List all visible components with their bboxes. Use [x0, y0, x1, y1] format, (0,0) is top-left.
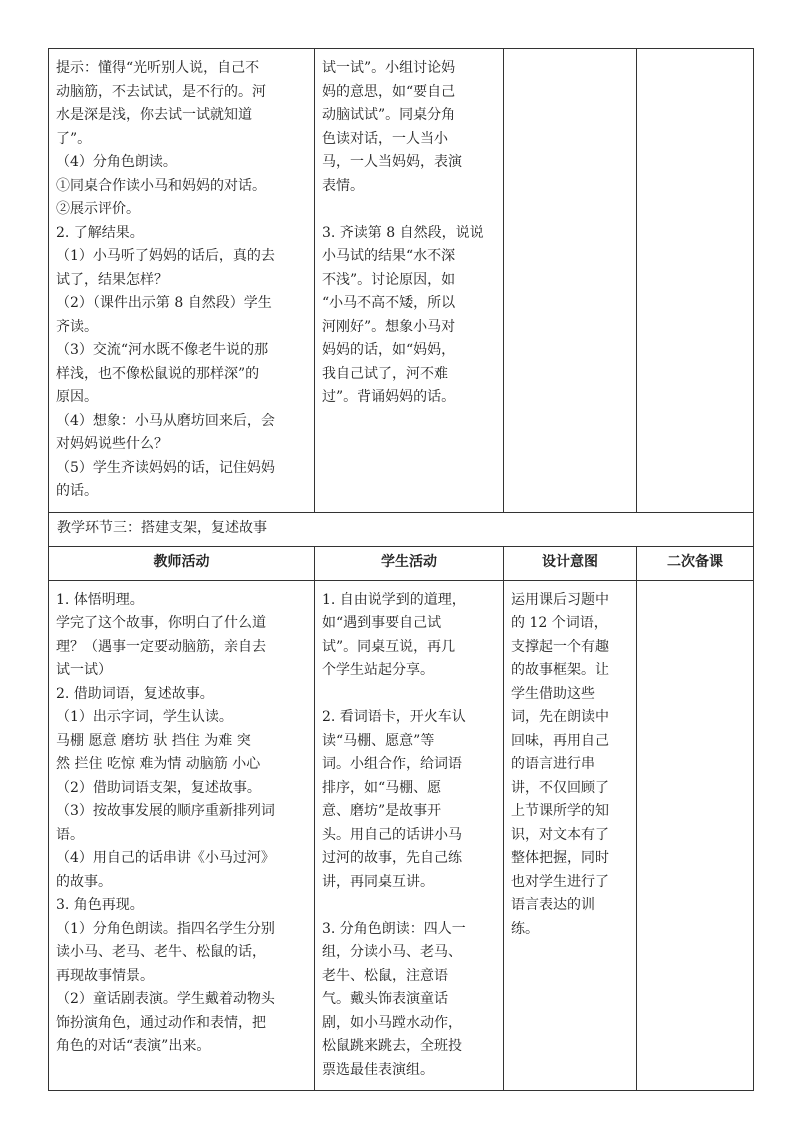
header-design-intent: 设计意图 — [504, 546, 637, 580]
design-intent-cell — [504, 580, 637, 1091]
content-row — [49, 580, 754, 1091]
text-line: （2）借助词语支架，复述故事。 — [56, 779, 261, 796]
text-line: 角色的对话“表演”出来。 — [56, 1038, 211, 1054]
student-activity-block — [322, 918, 496, 1083]
text-line: （1）小马听了妈妈的话后，真的去 — [56, 248, 275, 264]
text-line: 的故事。 — [56, 873, 112, 890]
text-line: （5）学生齐读妈妈的话，记住妈妈 — [56, 459, 275, 476]
text-line: 理？（遇事一定要动脑筋，亲自去 — [56, 638, 266, 655]
text-line: （1）出示字词，学生认读。 — [56, 709, 233, 725]
text-line: 读小马、老马、老牛、松鼠的话， — [56, 944, 266, 960]
text-line: 马棚 愿意 磨坊 驮 挡住 为难 突 — [56, 732, 251, 749]
text-line: 试了，结果怎样？ — [56, 271, 168, 288]
teacher-activity-cell — [49, 580, 315, 1091]
text-line: 试一试”。小组讨论妈 — [322, 60, 456, 76]
text-line: 不浅”。讨论原因，如 — [322, 271, 456, 288]
text-line: 妈妈的话，如“妈妈， — [322, 342, 456, 358]
lesson-plan-table — [48, 48, 754, 1091]
text-line: 剧，如小马蹚水动作， — [322, 1014, 462, 1031]
text-line: 松鼠跳来跳去，全班投 — [322, 1038, 462, 1054]
header-student-activity: 学生活动 — [315, 546, 504, 580]
text-line: 练。 — [511, 920, 539, 937]
text-line: 我自己试了，河不难 — [322, 365, 448, 382]
text-line: （3）交流“河水既不像老牛说的那 — [56, 342, 269, 358]
design-intent-text — [511, 589, 629, 942]
text-line: 气。戴头饰表演童话 — [322, 991, 448, 1007]
second-prep-cell — [637, 580, 754, 1091]
text-line: （4）用自己的话串讲《小马过河》 — [56, 850, 275, 866]
text-line: ②展示评价。 — [56, 201, 140, 217]
text-line: 马，一人当妈妈，表演 — [322, 154, 462, 170]
text-line: （4）想象：小马从磨坊回来后，会 — [56, 412, 275, 429]
text-line: 学生借助这些 — [511, 685, 595, 702]
text-line: 动脑筋，不去试试，是不行的。河 — [56, 83, 266, 100]
text-line: 提示：懂得“光听别人说，自己不 — [56, 60, 260, 76]
text-line: “小马不高不矮，所以 — [322, 295, 456, 311]
student-activity-block — [322, 706, 496, 894]
section-title: 教学环节三：搭建支架，复述故事 — [49, 512, 754, 546]
text-line: 讲，再同桌互讲。 — [322, 873, 434, 890]
student-activity-block — [322, 589, 496, 683]
text-line: ①同桌合作读小马和妈妈的对话。 — [56, 177, 266, 194]
text-line: 的 12 个词语， — [511, 615, 608, 631]
text-line: 过”。背诵妈妈的话。 — [322, 389, 456, 405]
text-line: 学完了这个故事，你明白了什么道 — [56, 615, 266, 631]
text-line: 然 拦住 吃惊 难为情 动脑筋 小心 — [56, 756, 261, 772]
text-line: （2）（课件出示第 8 自然段）学生 — [56, 295, 272, 311]
text-line: 支撑起一个有趣 — [511, 638, 609, 655]
text-line: 语言表达的训 — [511, 897, 595, 913]
text-line: 试一试） — [56, 662, 112, 678]
text-line: 词，先在朗读中 — [511, 709, 609, 725]
text-line: 排序，如“马棚、愿 — [322, 779, 442, 796]
text-line: （4）分角色朗读。 — [56, 154, 177, 170]
text-line: 2. 了解结果。 — [56, 224, 144, 241]
text-line: 2. 看词语卡，开火车认 — [322, 709, 466, 725]
lesson-plan-document — [48, 48, 753, 1091]
student-activity-cell — [315, 580, 504, 1091]
text-line: 3. 分角色朗读：四人一 — [322, 920, 466, 937]
text-line: 2. 借助词语，复述故事。 — [56, 685, 214, 702]
text-line: 的语言进行串 — [511, 756, 595, 772]
text-line: 试”。同桌互说，再几 — [322, 638, 456, 655]
student-activity-cell — [315, 49, 504, 513]
text-line: 的故事框架。让 — [511, 662, 609, 678]
header-teacher-activity: 教师活动 — [49, 546, 315, 580]
text-line: 读“马棚、愿意”等 — [322, 732, 435, 749]
text-line: 如“遇到事要自己试 — [322, 615, 442, 631]
text-line: 过河的故事，先自己练 — [322, 850, 462, 866]
text-line: 运用课后习题中 — [511, 591, 609, 608]
text-line: 动脑试试”。同桌分角 — [322, 107, 456, 123]
text-line: 讲，不仅回顾了 — [511, 779, 609, 796]
text-line: 头。用自己的话讲小马 — [322, 826, 462, 843]
text-line: 小马试的结果“水不深 — [322, 248, 456, 264]
second-prep-cell — [637, 49, 754, 513]
text-line: 意、磨坊”是故事开 — [322, 803, 442, 819]
text-line: 再现故事情景。 — [56, 967, 154, 984]
design-intent-cell — [504, 49, 637, 513]
text-line: 1. 自由说学到的道理， — [322, 591, 466, 608]
text-line: 组，分读小马、老马、 — [322, 944, 462, 960]
text-line: 语。 — [56, 826, 84, 843]
text-line: 1. 体悟明理。 — [56, 591, 144, 608]
text-line: 也对学生进行了 — [511, 873, 609, 890]
teacher-activity-text — [56, 57, 307, 504]
text-line: 饰扮演角色，通过动作和表情，把 — [56, 1014, 266, 1031]
text-line: 3. 角色再现。 — [56, 897, 144, 913]
teacher-activity-text — [56, 589, 307, 1059]
text-line: 水是深是浅，你去试一试就知道 — [56, 107, 252, 123]
student-activity-block — [322, 222, 496, 410]
text-line: （2）童话剧表演。学生戴着动物头 — [56, 991, 275, 1007]
text-line: 上节课所学的知 — [511, 803, 609, 819]
text-line: 的话。 — [56, 483, 98, 499]
text-line: 了”。 — [56, 130, 92, 147]
text-line: 妈的意思，如“要自己 — [322, 83, 456, 100]
continued-row — [49, 49, 754, 513]
section-row — [49, 512, 754, 546]
text-line: （3）按故事发展的顺序重新排列词 — [56, 803, 275, 819]
text-line: 词。小组合作，给词语 — [322, 756, 462, 772]
text-line: 样浅，也不像松鼠说的那样深”的 — [56, 365, 260, 382]
header-row — [49, 546, 754, 580]
text-line: 齐读。 — [56, 318, 98, 335]
text-line: 表情。 — [322, 177, 364, 194]
teacher-activity-cell — [49, 49, 315, 513]
header-second-prep: 二次备课 — [637, 546, 754, 580]
text-line: 色读对话，一人当小 — [322, 130, 448, 147]
text-line: 3. 齐读第 8 自然段，说说 — [322, 224, 484, 241]
text-line: 个学生站起分享。 — [322, 662, 434, 678]
text-line: 整体把握，同时 — [511, 850, 609, 866]
text-line: 票选最佳表演组。 — [322, 1061, 434, 1078]
text-line: 河刚好”。想象小马对 — [322, 318, 456, 335]
text-line: 老牛、松鼠，注意语 — [322, 967, 448, 984]
text-line: （1）分角色朗读。指四名学生分别 — [56, 920, 275, 937]
text-line: 原因。 — [56, 389, 98, 405]
student-activity-block — [322, 57, 496, 198]
text-line: 对妈妈说些什么？ — [56, 436, 168, 452]
text-line: 回味，再用自己 — [511, 732, 609, 749]
text-line: 识，对文本有了 — [511, 826, 609, 843]
